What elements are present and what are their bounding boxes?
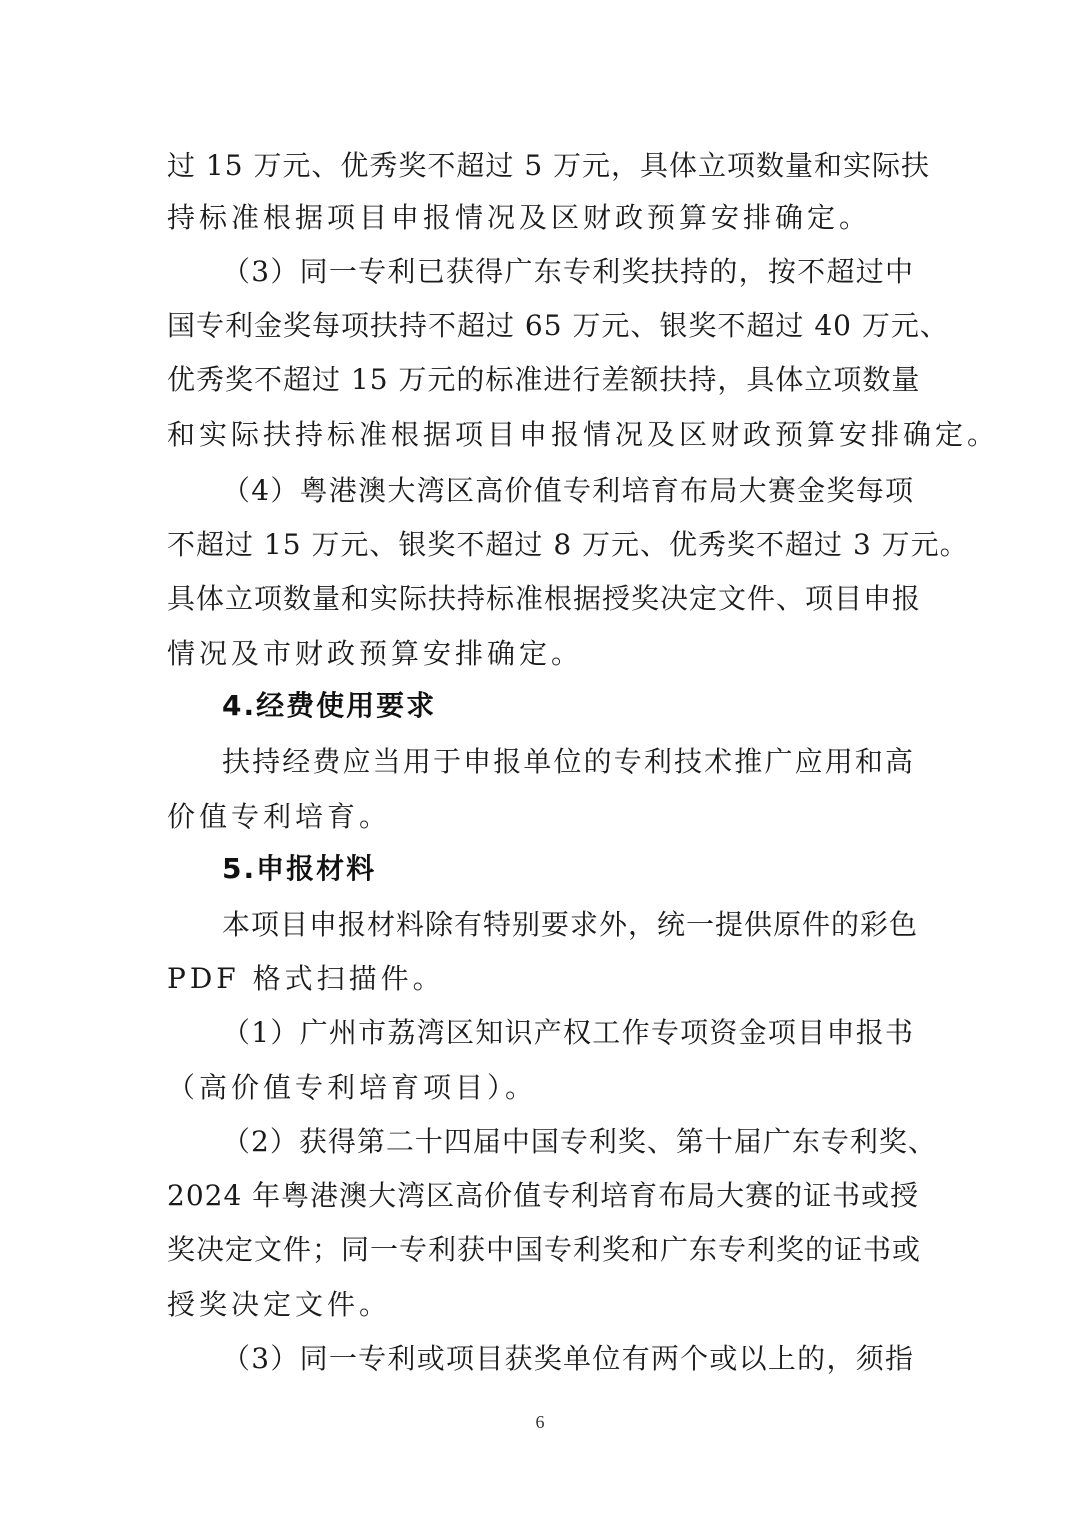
body-line: （3）同一专利已获得广东专利奖扶持的，按不超过中 xyxy=(222,255,914,288)
section-heading: 4.经费使用要求 xyxy=(222,689,437,722)
body-line: 奖决定文件；同一专利获中国专利奖和广东专利奖的证书或 xyxy=(167,1233,922,1266)
body-line: 和实际扶持标准根据项目申报情况及区财政预算安排确定。 xyxy=(167,418,1000,451)
body-line: 持标准根据项目申报情况及区财政预算安排确定。 xyxy=(167,201,872,234)
section-heading: 5.申报材料 xyxy=(222,852,377,885)
body-line: 不超过 15 万元、银奖不超过 8 万元、优秀奖不超过 3 万元。 xyxy=(167,528,969,561)
body-line: （高价值专利培育项目）。 xyxy=(167,1071,538,1104)
body-line: 具体立项数量和实际扶持标准根据授奖决定文件、项目申报 xyxy=(167,582,922,615)
body-line: （3）同一专利或项目获奖单位有两个或以上的，须指 xyxy=(222,1342,914,1375)
body-line: 授奖决定文件。 xyxy=(167,1288,392,1321)
body-line: 过 15 万元、优秀奖不超过 5 万元，具体立项数量和实际扶 xyxy=(167,149,931,182)
body-line: 价值专利培育。 xyxy=(167,800,392,833)
body-line: （4）粤港澳大湾区高价值专利培育布局大赛金奖每项 xyxy=(222,474,914,507)
body-line: （2）获得第二十四届中国专利奖、第十届广东专利奖、 xyxy=(222,1125,937,1158)
body-line: 国专利金奖每项扶持不超过 65 万元、银奖不超过 40 万元、 xyxy=(167,309,949,342)
body-line: 情况及市财政预算安排确定。 xyxy=(167,637,584,670)
body-line: PDF 格式扫描件。 xyxy=(167,962,445,995)
body-line: 扶持经费应当用于申报单位的专利技术推广应用和高 xyxy=(222,745,914,778)
body-line: 优秀奖不超过 15 万元的标准进行差额扶持，具体立项数量 xyxy=(167,363,921,396)
body-line: （1）广州市荔湾区知识产权工作专项资金项目申报书 xyxy=(222,1016,914,1049)
page-number: 6 xyxy=(535,1412,545,1432)
body-line: 本项目申报材料除有特别要求外，统一提供原件的彩色 xyxy=(222,908,919,941)
body-line: 2024 年粤港澳大湾区高价值专利培育布局大赛的证书或授 xyxy=(167,1179,920,1212)
